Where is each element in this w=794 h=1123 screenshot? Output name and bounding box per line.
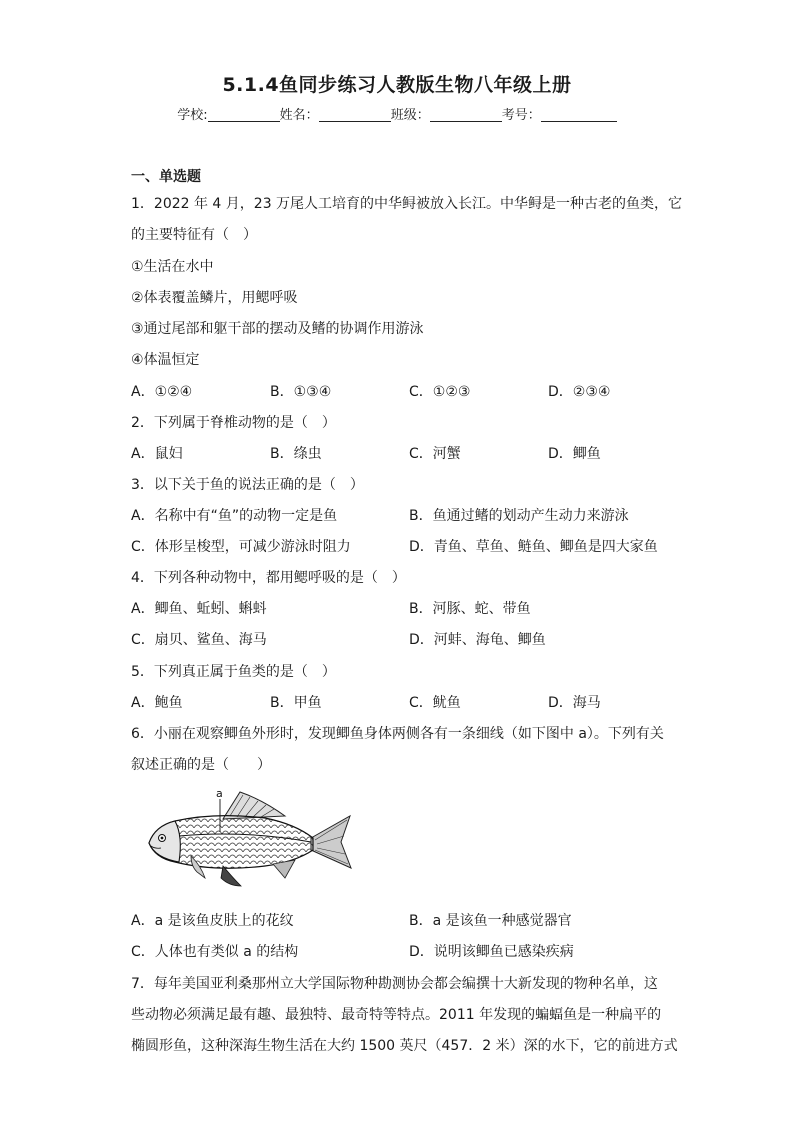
exam-no-blank[interactable] <box>541 107 617 122</box>
name-blank[interactable] <box>319 107 391 122</box>
q7-stem-line3: 椭圆形鱼，这种深海生物生活在大约 1500 英尺（457．2 米）深的水下，它的前进方式 <box>131 1038 678 1054</box>
page-title: 5.1.4鱼同步练习人教版生物八年级上册 <box>222 74 572 96</box>
q6-stem-line1: 6．小丽在观察鲫鱼外形时，发现鲫鱼身体两侧各有一条细线（如下图中 a）。下列有关 <box>131 726 664 742</box>
q1-item-2: ②体表覆盖鳞片，用鳃呼吸 <box>131 290 298 306</box>
q6-option-d[interactable]: D．说明该鲫鱼已感染疾病 <box>409 944 574 960</box>
carp-figure <box>145 786 360 896</box>
q2-option-d[interactable]: D．鲫鱼 <box>548 446 601 462</box>
school-blank[interactable] <box>208 107 280 122</box>
q4-option-b[interactable]: B．河豚、蛇、带鱼 <box>409 601 531 617</box>
q1-option-b[interactable]: B．①③④ <box>270 384 332 400</box>
q1-item-3: ③通过尾部和躯干部的摆动及鳍的协调作用游泳 <box>131 321 424 337</box>
q2-stem: 2．下列属于脊椎动物的是（ ） <box>131 415 336 431</box>
q5-option-c[interactable]: C．鱿鱼 <box>409 695 461 711</box>
q2-option-c[interactable]: C．河蟹 <box>409 446 461 462</box>
q4-option-c[interactable]: C．扇贝、鲨鱼、海马 <box>131 632 267 648</box>
q5-option-b[interactable]: B．甲鱼 <box>270 695 322 711</box>
q2-option-b[interactable]: B．绦虫 <box>270 446 322 462</box>
q1-option-d[interactable]: D．②③④ <box>548 384 611 400</box>
q4-option-d[interactable]: D．河蚌、海龟、鲫鱼 <box>409 632 546 648</box>
q6-option-c[interactable]: C．人体也有类似 a 的结构 <box>131 944 299 960</box>
q7-stem-line1: 7．每年美国亚利桑那州立大学国际物种勘测协会都会编撰十大新发现的物种名单，这 <box>131 976 658 992</box>
section-heading: 一、单选题 <box>131 169 201 185</box>
class-label: 班级： <box>390 108 430 123</box>
q6-option-a[interactable]: A．a 是该鱼皮肤上的花纹 <box>131 913 294 929</box>
student-info-row <box>0 104 794 123</box>
lateral-line-label: a <box>216 787 223 800</box>
q1-stem-line1: 1．2022 年 4 月，23 万尾人工培育的中华鲟被放入长江。中华鲟是一种古老的鱼类，它 <box>131 196 683 212</box>
q2-option-a[interactable]: A．鼠妇 <box>131 446 183 462</box>
exam-no-label: 考号： <box>501 108 541 123</box>
q1-option-c[interactable]: C．①②③ <box>409 384 471 400</box>
q1-option-a[interactable]: A．①②④ <box>131 384 193 400</box>
q1-stem-line2: 的主要特征有（ ） <box>131 227 257 243</box>
q4-option-a[interactable]: A．鲫鱼、蚯蚓、蝌蚪 <box>131 601 267 617</box>
q5-option-a[interactable]: A．鲍鱼 <box>131 695 183 711</box>
q7-stem-line2: 些动物必须满足最有趣、最独特、最奇特等特点。2011 年发现的蝙蝠鱼是一种扁平的 <box>131 1007 662 1023</box>
pelvic-fin <box>221 866 241 886</box>
carp-illustration <box>145 786 360 896</box>
q3-option-b[interactable]: B．鱼通过鳍的划动产生动力来游泳 <box>409 508 629 524</box>
q6-stem-line2: 叙述正确的是（ ） <box>131 757 271 773</box>
q1-item-1: ①生活在水中 <box>131 259 214 275</box>
q1-item-4: ④体温恒定 <box>131 352 200 368</box>
class-blank[interactable] <box>430 107 502 122</box>
fish-head <box>149 821 180 862</box>
q3-option-a[interactable]: A．名称中有“鱼”的动物一定是鱼 <box>131 508 338 524</box>
q4-stem: 4．下列各种动物中，都用鳃呼吸的是（ ） <box>131 570 406 586</box>
tail-fin <box>311 816 351 868</box>
school-label: 学校: <box>177 108 208 123</box>
name-label: 姓名： <box>279 108 319 123</box>
q5-option-d[interactable]: D．海马 <box>548 695 601 711</box>
q6-option-b[interactable]: B．a 是该鱼一种感觉器官 <box>409 913 572 929</box>
q3-option-c[interactable]: C．体形呈梭型，可减少游泳时阻力 <box>131 539 351 555</box>
q3-option-d[interactable]: D．青鱼、草鱼、鲢鱼、鲫鱼是四大家鱼 <box>409 539 658 555</box>
q5-stem: 5．下列真正属于鱼类的是（ ） <box>131 664 336 680</box>
q3-stem: 3．以下关于鱼的说法正确的是（ ） <box>131 477 364 493</box>
